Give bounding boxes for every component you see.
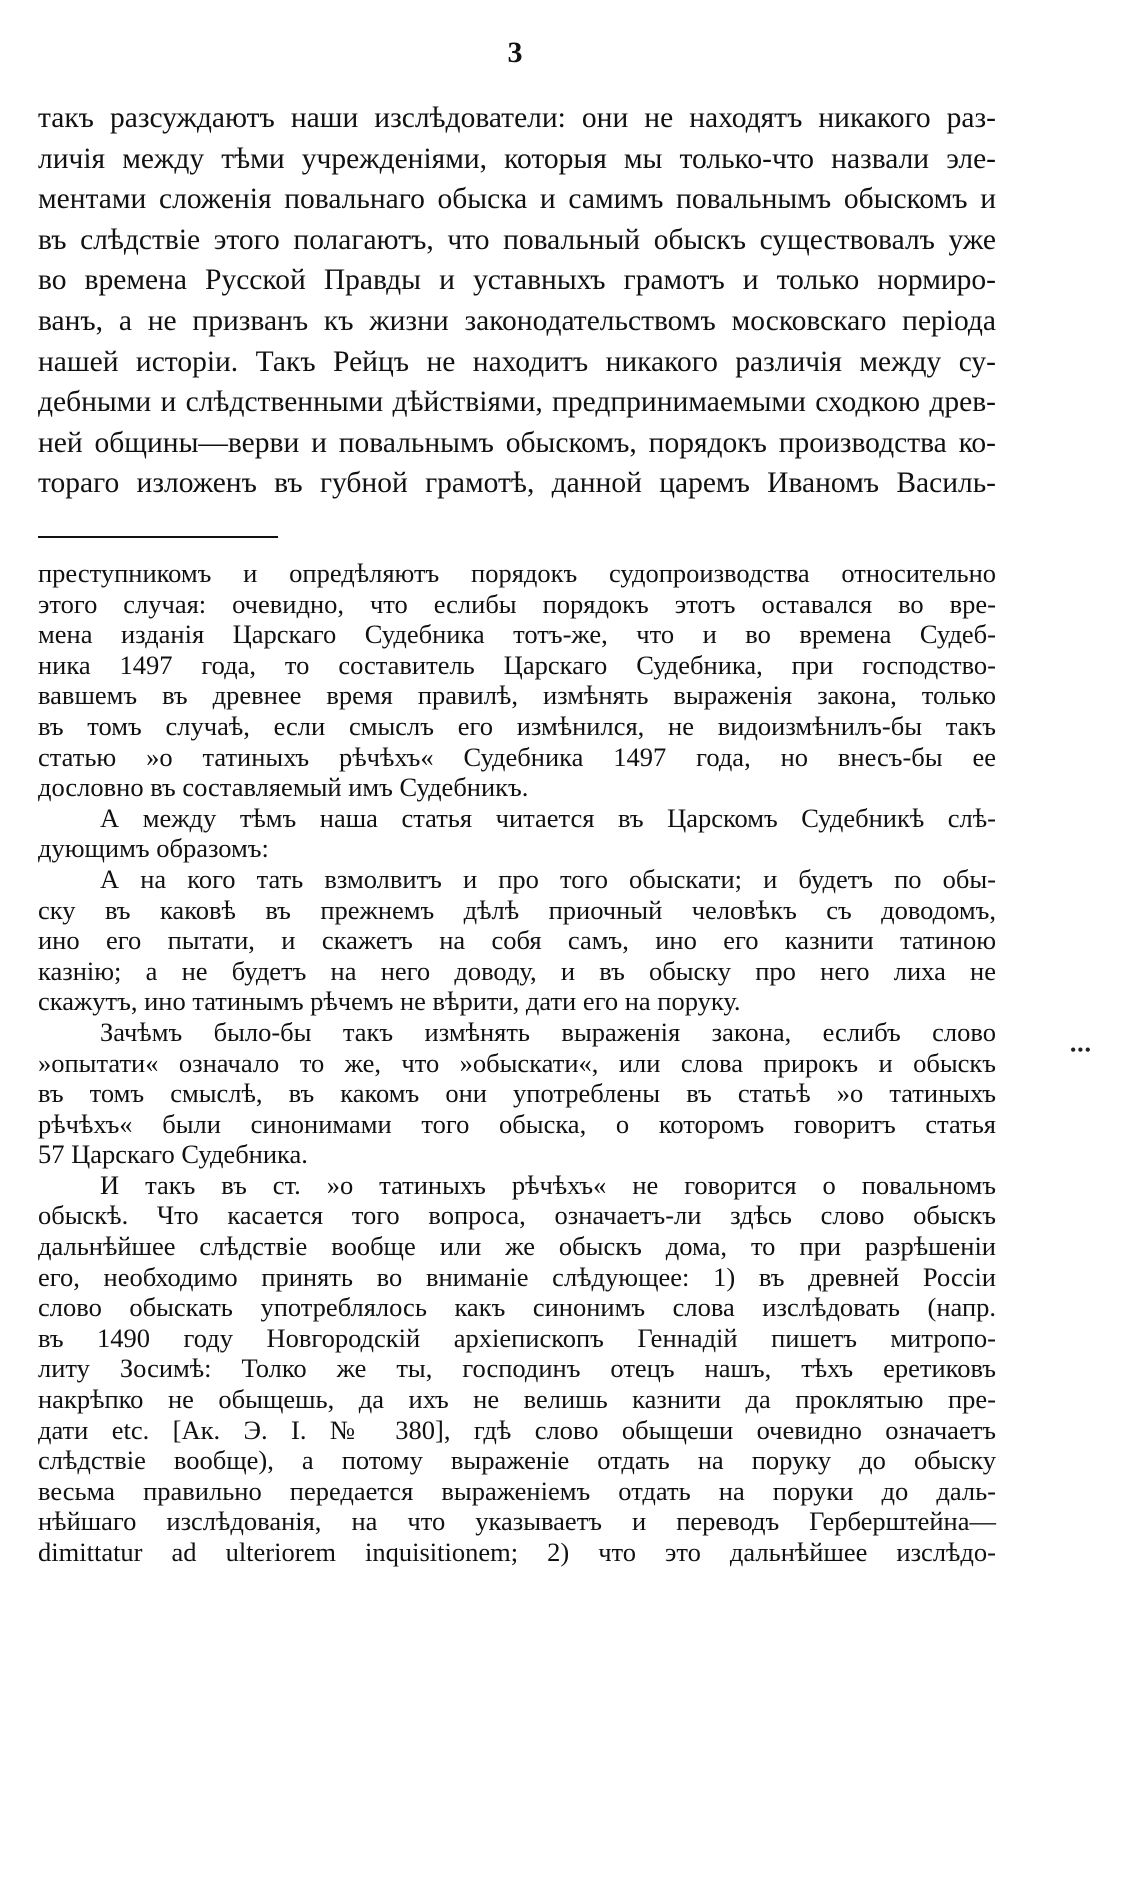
footnote-line: »опытати« означало то же, что »обыскати«, или слова прирокъ и обыскъ	[38, 1047, 996, 1078]
main-text-line: ванъ, а не призванъ къ жизни законодательствомъ московскаго періода	[38, 304, 996, 337]
footnote-line: дующимъ образомъ:	[38, 833, 269, 864]
footnote-line: литу Зосимѣ: Толко же ты, господинъ отецъ нашъ, тѣхъ еретиковъ	[38, 1353, 996, 1384]
footnote-line: въ томъ смыслѣ, въ какомъ они употреблены въ статьѣ »о татиныхъ	[38, 1078, 996, 1109]
quoted-law-line: А на кого тать взмолвитъ и про того обыскати; и будетъ по обы-	[100, 863, 996, 894]
quoted-law-line: скажутъ, ино татинымъ рѣчемъ не вѣрити, дати его на поруку.	[38, 986, 741, 1017]
page-number: 3	[507, 36, 523, 69]
main-text-line: въ слѣдствіе этого полагаютъ, что повальный обыскъ существовалъ уже	[38, 223, 996, 256]
footnote-line: слѣдствіе вообще), а потому выраженіе отдать на поруку до обыску	[38, 1445, 996, 1476]
footnote-block	[38, 558, 996, 1568]
main-text-line: личія между тѣми учрежденіями, которыя мы только-что назвали эле-	[38, 142, 996, 175]
footnote-line: этого случая: очевидно, что еслибы порядокъ этотъ оставался во вре-	[38, 588, 996, 619]
footnote-line: его, необходимо принять во вниманіе слѣдующее: 1) въ древней Россіи	[38, 1261, 996, 1292]
footnote-line: рѣчѣхъ« были синонимами того обыска, о которомъ говоритъ статья	[38, 1108, 996, 1139]
main-text-line: такъ разсуждаютъ наши изслѣдователи: они не находятъ никакого раз-	[38, 102, 996, 134]
footnote-line: вавшемъ въ древнее время правилѣ, измѣнять выраженія закона, только	[38, 680, 996, 711]
footnote-line: преступникомъ и опредѣляютъ порядокъ судопроизводства относительно	[38, 558, 996, 588]
main-text-line: ней общины—верви и повальнымъ обыскомъ, порядокъ производства ко-	[38, 426, 996, 459]
main-text-line: нашей исторіи. Такъ Рейцъ не находитъ никакого различія между су-	[38, 345, 996, 378]
footnote-line: дати etc. [Ак. Э. I. № 380], гдѣ слово обыщеши очевидно означаетъ	[38, 1414, 996, 1445]
footnote-line: слово обыскать употреблялось какъ синонимъ слова изслѣдовать (напр.	[38, 1292, 996, 1323]
main-text-line: тораго изложенъ въ губной грамотѣ, данной царемъ Иваномъ Василь-	[38, 467, 996, 500]
footnote-separator	[38, 536, 278, 538]
footnote-line: накрѣпко не обыщешь, да ихъ не велишь казнити да проклятыю пре-	[38, 1384, 996, 1415]
main-text-line: дебными и слѣдственными дѣйствіями, предпринимаемыми сходкою древ-	[38, 386, 996, 419]
main-text-block	[38, 98, 996, 504]
footnote-line: въ 1490 году Новгородскій архіепископъ Геннадій пишетъ митропо-	[38, 1322, 996, 1353]
footnote-line: ника 1497 года, то составитель Царскаго Судебника, при господство-	[38, 649, 996, 680]
footnote-line: нѣйшаго изслѣдованія, на что указываетъ и переводъ Герберштейна—	[38, 1506, 996, 1537]
quoted-law-line: казнію; а не будетъ на него доводу, и въ обыску про него лиха не	[38, 955, 996, 986]
footnote-line: статью »о татиныхъ рѣчѣхъ« Судебника 1497 года, но внесъ-бы ее	[38, 741, 996, 772]
footnote-line: А между тѣмъ наша статья читается въ Царскомъ Судебникѣ слѣ-	[100, 802, 996, 833]
footnote-line: И такъ въ ст. »о татиныхъ рѣчѣхъ« не говорится о повальномъ	[100, 1169, 996, 1200]
quoted-law-line: ску въ каковѣ въ прежнемъ дѣлѣ приочный человѣкъ съ доводомъ,	[38, 894, 996, 925]
footnote-line: дальнѣйшее слѣдствіе вообще или же обыскъ дома, то при разрѣшеніи	[38, 1231, 996, 1262]
footnote-line: въ томъ случаѣ, если смыслъ его измѣнился, не видоизмѣнилъ-бы такъ	[38, 710, 996, 741]
footnote-line: dimittatur ad ulteriorem inquisitionem; 2) что это дальнѣйшее изслѣдо-	[38, 1537, 996, 1567]
quoted-law-line: ино его пытати, и скажетъ на собя самъ, ино его казнити татиною	[38, 925, 996, 956]
footnote-line: обыскѣ. Что касается того вопроса, означаетъ-ли здѣсь слово обыскъ	[38, 1200, 996, 1231]
footnote-line: мена изданія Царскаго Судебника тотъ-же, что и во времена Судеб-	[38, 619, 996, 650]
footnote-line: дословно въ составляемый имъ Судебникъ.	[38, 772, 529, 803]
footnote-line: 57 Царскаго Судебника.	[38, 1139, 308, 1170]
main-text-line: ментами сложенія повальнаго обыска и самимъ повальнымъ обыскомъ и	[38, 183, 996, 216]
footnote-line: весьма правильно передается выраженіемъ отдать на поруки до даль-	[38, 1475, 996, 1506]
footnote-line: Зачѣмъ было-бы такъ измѣнять выраженія закона, еслибъ слово	[100, 1016, 996, 1047]
main-text-line: во времена Русской Правды и уставныхъ грамотъ и только нормиро-	[38, 264, 996, 297]
margin-mark: •••	[1070, 1040, 1092, 1060]
